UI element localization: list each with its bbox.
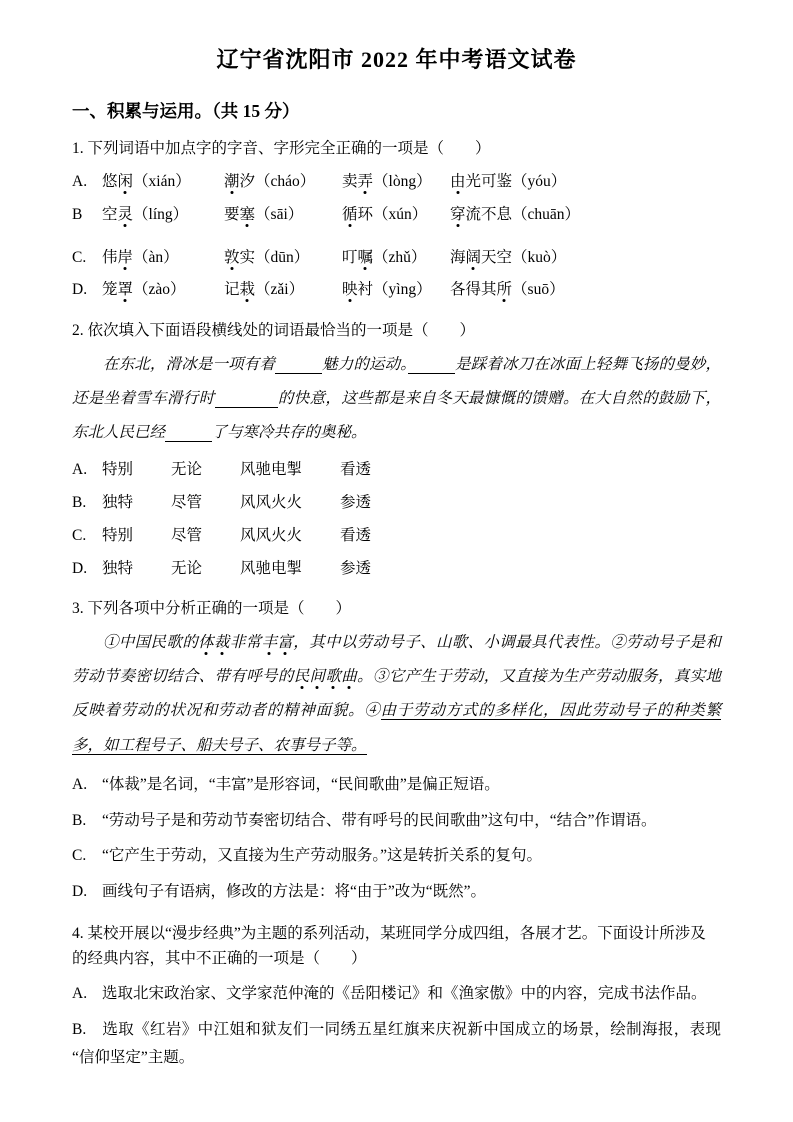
option-label: B.	[72, 811, 87, 829]
option-cell: 独特	[102, 559, 134, 577]
option-row	[72, 771, 721, 799]
dotted-char: 穿	[450, 205, 466, 223]
option-cell: 要塞（sāi）	[224, 205, 304, 223]
q4-options	[72, 980, 721, 1072]
q2-passage: 在东北，滑冰是一项有着 魅力的运动。 是踩着冰刀在冰面上轻舞飞扬的曼妙，还是坐着雪车滑行时 的快意，这些都是来自冬天最慷慨的馈赠。在大自然的鼓励下，东北人民已经 了与寒冷共存的奥秘。	[72, 355, 721, 442]
option-text: “它产生于劳动，又直接为生产劳动服务。”这是转折关系的复句。	[102, 847, 543, 865]
option-cell: 独特	[102, 494, 134, 512]
option-text: “体裁”是名词，“丰富”是形容词，“民间歌曲”是偏正短语。	[102, 775, 500, 793]
question-2	[72, 319, 721, 581]
option-row	[72, 842, 721, 870]
option-cell: 潮汐（cháo）	[224, 172, 316, 190]
dotted-char: 灵	[117, 205, 134, 223]
dotted-char: 循	[342, 205, 358, 223]
option-row	[72, 170, 721, 195]
option-cell: 叮嘱（zhǔ）	[342, 248, 427, 266]
option-row	[72, 278, 721, 303]
option-label: C.	[72, 847, 87, 865]
option-cell: 海阔天空（kuò）	[450, 248, 567, 266]
question-4	[72, 922, 721, 1071]
dotted-char: 栽	[239, 281, 256, 299]
q3-stem: 3. 下列各项中分析正确的一项是（ ）	[72, 600, 352, 618]
option-cell: 由光可鉴（yóu）	[450, 172, 567, 190]
page-title: 辽宁省沈阳市 2022 年中考语文试卷	[216, 47, 577, 72]
option-row	[72, 807, 721, 835]
underlined-text: 由于劳动方式的多样化，因此劳动号子的种类繁多，如工程号子、船夫号子、农事号子等。	[72, 702, 721, 754]
q3-passage: ①中国民歌的体裁非常丰富，其中以劳动号子、山歌、小调最具代表性。②劳动号子是和劳动节奏密切结合、带有呼号的民间歌曲。③它产生于劳动，又直接为生产劳动服务，真实地反映着劳动的状况和劳动者的精神面貌。④由于劳动方式的多样化，因此劳动号子的种类繁多，如工程号子、船夫号子、农事号子等。	[72, 634, 721, 754]
option-label: B.	[72, 494, 87, 512]
option-label: A.	[72, 461, 88, 479]
option-label: B	[72, 205, 83, 223]
option-cell: 参透	[340, 559, 372, 577]
option-text: 选取北宋政治家、文学家范仲淹的《岳阳楼记》和《渔家傲》中的内容，完成书法作品。	[102, 984, 707, 1002]
dotted-char: 岸	[117, 248, 134, 266]
option-cell: 看透	[340, 461, 372, 479]
option-cell: 笼罩（zào）	[102, 281, 186, 299]
blank-underline	[275, 356, 322, 374]
option-label: A.	[72, 775, 88, 793]
option-cell: 特别	[102, 526, 134, 544]
option-row	[72, 1016, 721, 1072]
option-cell: 看透	[340, 526, 372, 544]
option-cell: 卖弄（lòng）	[342, 172, 432, 190]
dotted-char: 塞	[239, 205, 256, 223]
option-cell: 风风火火	[240, 526, 303, 544]
option-label: D.	[72, 281, 88, 299]
option-cell: 尽管	[171, 526, 203, 544]
option-cell: 各得其所（suō）	[450, 281, 565, 299]
option-cell: 映衬（yìng）	[342, 281, 432, 299]
option-row	[72, 246, 721, 271]
dotted-char: 嘱	[357, 248, 374, 266]
blank-underline	[408, 356, 455, 374]
option-text: 画线句子有语病，修改的方法是：将“由于”改为“既然”。	[102, 883, 487, 901]
option-label: A.	[72, 984, 88, 1002]
option-row	[72, 524, 721, 549]
option-cell: 特别	[102, 461, 134, 479]
dotted-char: 映	[342, 281, 358, 299]
dotted-char: 丰	[261, 634, 278, 652]
option-cell: 尽管	[171, 494, 203, 512]
option-cell: 伟岸（àn）	[102, 248, 179, 266]
dotted-char: 裁	[213, 634, 230, 652]
dotted-char: 民	[293, 668, 310, 686]
dotted-char: 闲	[117, 172, 134, 190]
option-label: B.	[72, 1020, 87, 1038]
option-cell: 记栽（zǎi）	[224, 281, 305, 299]
option-row	[72, 980, 721, 1008]
option-row	[72, 878, 721, 906]
dotted-char: 间	[309, 668, 326, 686]
option-row	[72, 491, 721, 516]
dotted-char: 阔	[465, 248, 482, 266]
option-row	[72, 458, 721, 483]
option-row	[72, 203, 721, 228]
dotted-char: 弄	[357, 172, 374, 190]
option-cell: 悠闲（xián）	[102, 172, 191, 190]
option-row	[72, 557, 721, 582]
option-label: D.	[72, 883, 88, 901]
dotted-char: 罩	[117, 281, 134, 299]
q1-stem: 1. 下列词语中加点字的字音、字形完全正确的一项是（ ）	[72, 140, 491, 158]
option-cell: 参透	[340, 494, 372, 512]
dotted-char: 所	[496, 281, 513, 299]
option-text: 选取《红岩》中江姐和狱友们一同绣五星红旗来庆祝新中国成立的场景，绘制海报，表现“信仰坚定”主题。	[72, 1020, 721, 1066]
dotted-char: 曲	[341, 668, 358, 686]
option-cell: 敦实（dūn）	[224, 248, 310, 266]
option-label: A.	[72, 172, 88, 190]
dotted-char: 由	[450, 172, 466, 190]
option-label: C.	[72, 248, 87, 266]
option-cell: 穿流不息（chuān）	[450, 205, 581, 223]
blank-underline	[215, 390, 278, 408]
dotted-char: 歌	[325, 668, 342, 686]
question-3	[72, 597, 721, 906]
q3-options	[72, 771, 721, 907]
dotted-char: 敦	[224, 248, 240, 266]
option-text: “劳动号子是和劳动节奏密切结合、带有呼号的民间歌曲”这句中，“结合”作谓语。	[102, 811, 657, 829]
dotted-char: 富	[277, 634, 294, 652]
blank-underline	[165, 424, 212, 442]
option-cell: 循环（xún）	[342, 205, 428, 223]
option-label: D.	[72, 559, 88, 577]
q2-stem: 2. 依次填入下面语段横线处的词语最恰当的一项是（ ）	[72, 322, 476, 340]
option-cell: 空灵（líng）	[102, 205, 189, 223]
dotted-char: 潮	[224, 172, 240, 190]
option-cell: 风驰电掣	[240, 559, 303, 577]
option-cell: 风驰电掣	[240, 461, 303, 479]
q4-stem: 4. 某校开展以“漫步经典”为主题的系列活动，某班同学分成四组，各展才艺。下面设计所涉及的经典内容，其中不正确的一项是（ ）	[72, 925, 706, 967]
question-1	[72, 137, 721, 303]
option-cell: 无论	[171, 559, 203, 577]
section-header: 一、积累与运用。（共 15 分）	[72, 101, 300, 122]
option-label: C.	[72, 526, 87, 544]
q2-options	[72, 458, 721, 581]
dotted-char: 体	[198, 634, 214, 652]
option-cell: 风风火火	[240, 494, 303, 512]
option-cell: 无论	[171, 461, 203, 479]
q1-options	[72, 170, 721, 303]
